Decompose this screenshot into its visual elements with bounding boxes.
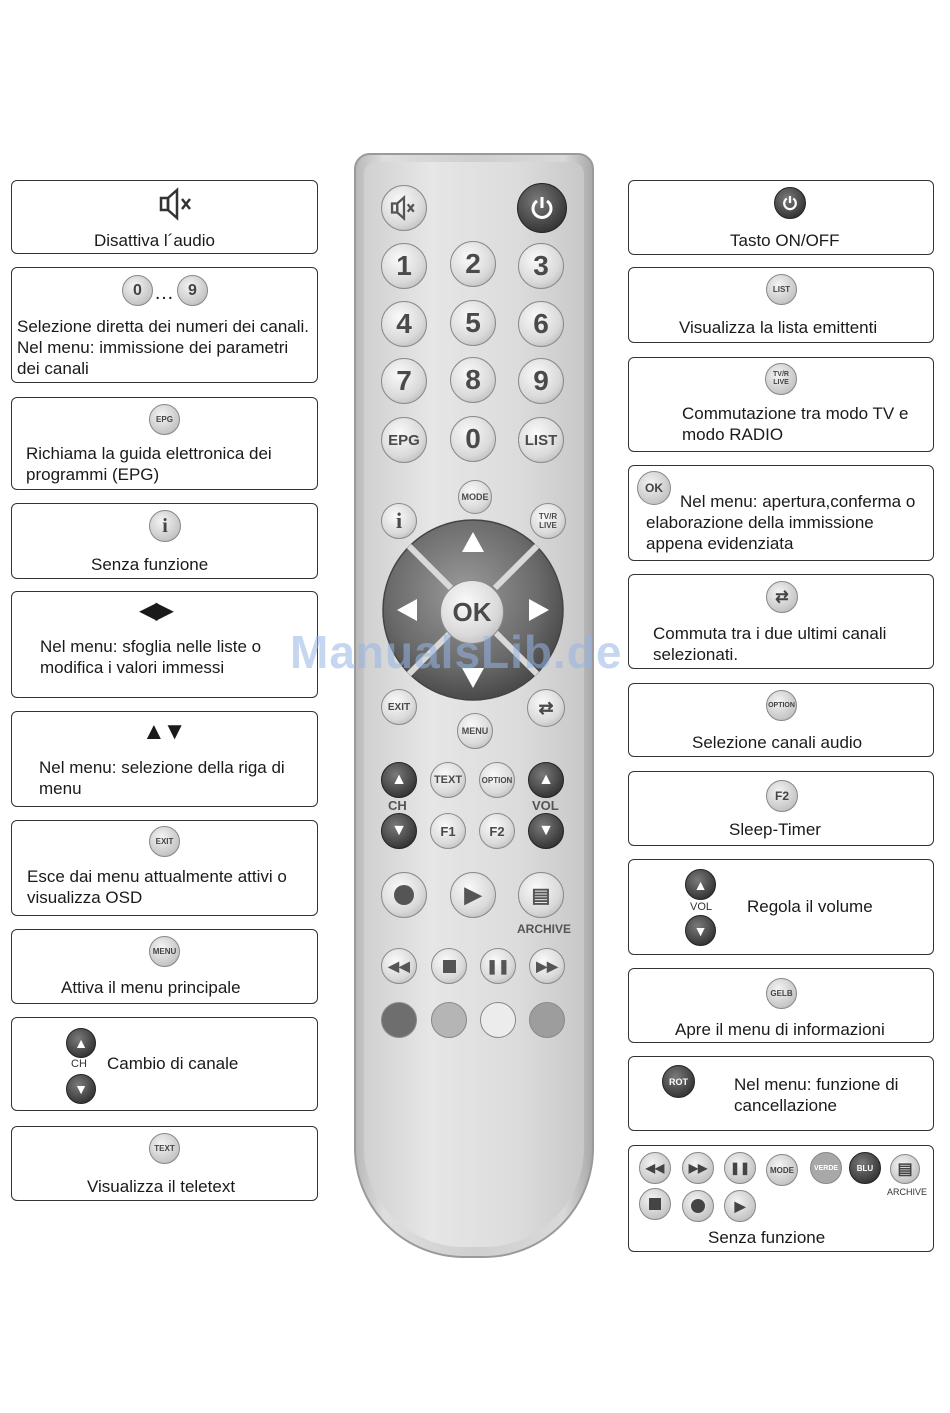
remote-archive-button[interactable]: ▤ <box>518 872 564 918</box>
stop-icon <box>639 1188 671 1220</box>
updown-box <box>11 711 318 807</box>
misc-text: Senza funzione <box>708 1228 826 1247</box>
menu-text: Attiva il menu principale <box>61 978 241 997</box>
gelb-icon: GELB <box>766 978 797 1009</box>
remote-record-button[interactable] <box>381 872 427 918</box>
remote-digit-6[interactable]: 6 <box>518 301 564 347</box>
remote-power-button[interactable] <box>517 183 567 233</box>
swap-text: Commuta tra i due ultimi canali selezionati. <box>653 624 887 664</box>
remote-red-button[interactable] <box>381 1002 417 1038</box>
ch-up-icon: ▲ <box>66 1028 96 1058</box>
ch-text: Cambio di canale <box>107 1054 239 1073</box>
mute-box <box>11 180 318 254</box>
power-box <box>628 180 934 255</box>
record-icon <box>682 1190 714 1222</box>
leftright-box <box>11 591 318 698</box>
remote-ch-up-button[interactable]: ▲ <box>381 762 417 798</box>
exit-text: Esce dai menu attualmente attivi o visualizza OSD <box>27 867 287 907</box>
remote-menu-button[interactable]: MENU <box>457 713 493 749</box>
remote-list-button[interactable]: LIST <box>518 417 564 463</box>
power-icon <box>774 187 806 219</box>
rot-box <box>628 1056 934 1131</box>
swap-box <box>628 574 934 669</box>
leftright-text: Nel menu: sfoglia nelle liste o modifica i valori immessi <box>40 637 262 677</box>
tvr-text: Commutazione tra modo TV e modo RADIO <box>682 404 909 444</box>
ellipsis: … <box>154 282 174 304</box>
mute-icon <box>157 187 197 221</box>
nine-icon: 9 <box>177 275 208 306</box>
list-icon: LIST <box>766 274 797 305</box>
left-right-arrows-icon: ◀▶ <box>139 597 172 624</box>
remote-digit-2[interactable]: 2 <box>450 241 496 287</box>
remote-f1-button[interactable]: F1 <box>430 813 466 849</box>
remote-ch-down-button[interactable]: ▼ <box>381 813 417 849</box>
remote-forward-button[interactable]: ▶▶ <box>529 948 565 984</box>
remote-mute-button[interactable] <box>381 185 427 231</box>
archive-icon: ▤ <box>890 1154 920 1184</box>
forward-icon: ▶▶ <box>682 1152 714 1184</box>
text-text: Visualizza il teletext <box>87 1177 236 1196</box>
remote-rewind-button[interactable]: ◀◀ <box>381 948 417 984</box>
remote-digit-3[interactable]: 3 <box>518 243 564 289</box>
gelb-box <box>628 968 934 1043</box>
tvr-icon: TV/R LIVE <box>765 363 797 395</box>
exit-box <box>11 820 318 916</box>
epg-box <box>11 397 318 490</box>
archive-label: ARCHIVE <box>887 1187 928 1197</box>
pause-icon: ❚❚ <box>724 1152 756 1184</box>
exit-icon: EXIT <box>149 826 180 857</box>
list-text: Visualizza la lista emittenti <box>679 318 878 337</box>
blu-icon: BLU <box>849 1152 881 1184</box>
tvr-box <box>628 357 934 452</box>
remote-exit-button[interactable]: EXIT <box>381 689 417 725</box>
remote-vol-down-button[interactable]: ▼ <box>528 813 564 849</box>
updown-text: Nel menu: selezione della riga di menu <box>39 758 285 798</box>
info-icon: i <box>149 510 181 542</box>
remote-info-button[interactable]: i <box>381 503 417 539</box>
remote-pause-button[interactable]: ❚❚ <box>480 948 516 984</box>
zero-icon: 0 <box>122 275 153 306</box>
option-icon: OPTION <box>766 690 797 721</box>
remote-option-button[interactable]: OPTION <box>479 762 515 798</box>
rewind-icon: ◀◀ <box>639 1152 671 1184</box>
remote-epg-button[interactable]: EPG <box>381 417 427 463</box>
text-icon: TEXT <box>149 1133 180 1164</box>
vol-box <box>628 859 934 955</box>
list-box <box>628 267 934 343</box>
play-icon: ▶ <box>724 1190 756 1222</box>
remote-stop-button[interactable] <box>431 948 467 984</box>
remote-swap-button[interactable]: ⇄ <box>527 689 565 727</box>
epg-text: Richiama la guida elettronica dei programmi (EPG) <box>26 444 272 484</box>
remote-f2-button[interactable]: F2 <box>479 813 515 849</box>
ok-icon: OK <box>637 471 671 505</box>
option-text: Selezione canali audio <box>692 733 863 752</box>
ok-text: Nel menu: apertura,conferma o elaborazione della immissione appena evidenziata <box>646 492 916 553</box>
ch-down-icon: ▼ <box>66 1074 96 1104</box>
remote-ch-label: CH <box>388 798 407 813</box>
ch-box <box>11 1017 318 1111</box>
gelb-text: Apre il menu di informazioni <box>675 1020 885 1039</box>
rot-text: Nel menu: funzione di cancellazione <box>734 1075 899 1115</box>
f2-text: Sleep-Timer <box>729 820 821 839</box>
swap-icon: ⇄ <box>766 581 798 613</box>
remote-yellow-button[interactable] <box>480 1002 516 1038</box>
remote-digit-7[interactable]: 7 <box>381 358 427 404</box>
remote-ok-button[interactable]: OK <box>440 580 504 644</box>
vol-label: VOL <box>690 901 713 913</box>
menu-box <box>11 929 318 1004</box>
remote-digit-1[interactable]: 1 <box>381 243 427 289</box>
remote-play-button[interactable]: ▶ <box>450 872 496 918</box>
remote-vol-up-button[interactable]: ▲ <box>528 762 564 798</box>
up-down-arrows-icon: ▲▼ <box>142 718 184 745</box>
ok-box <box>628 465 934 561</box>
remote-digit-9[interactable]: 9 <box>518 358 564 404</box>
remote-archive-label: ARCHIVE <box>517 922 572 936</box>
text-box <box>11 1126 318 1201</box>
option-box <box>628 683 934 757</box>
remote-digit-5[interactable]: 5 <box>450 300 496 346</box>
remote-digit-8[interactable]: 8 <box>450 357 496 403</box>
remote-blue-button[interactable] <box>529 1002 565 1038</box>
menu-icon: MENU <box>149 936 180 967</box>
mute-text: Disattiva l´audio <box>94 231 215 250</box>
digits-text: Selezione diretta dei numeri dei canali. Nel menu: immissione dei parametri dei canali <box>17 317 310 378</box>
vol-text: Regola il volume <box>747 897 873 916</box>
remote-green-button[interactable] <box>431 1002 467 1038</box>
info-box <box>11 503 318 579</box>
rot-icon: ROT <box>662 1065 695 1098</box>
watermark: ManualsLib.de <box>290 626 623 678</box>
verde-icon: VERDE <box>810 1152 842 1184</box>
remote-tvr-button[interactable]: TV/R LIVE <box>530 503 566 539</box>
info-text: Senza funzione <box>91 555 209 574</box>
remote-digit-4[interactable]: 4 <box>381 301 427 347</box>
remote-mode-button[interactable]: MODE <box>458 480 492 514</box>
remote-text-button[interactable]: TEXT <box>430 762 466 798</box>
digits-box <box>11 267 318 383</box>
power-text: Tasto ON/OFF <box>730 231 840 250</box>
vol-down-icon: ▼ <box>685 915 716 946</box>
ch-label: CH <box>71 1058 87 1070</box>
remote-digit-0[interactable]: 0 <box>450 416 496 462</box>
mode-icon: MODE <box>766 1154 798 1186</box>
misc-box <box>628 1145 934 1252</box>
vol-up-icon: ▲ <box>685 869 716 900</box>
epg-icon: EPG <box>149 404 180 435</box>
f2-icon: F2 <box>766 780 798 812</box>
remote-vol-label: VOL <box>532 798 559 813</box>
f2-box <box>628 771 934 846</box>
